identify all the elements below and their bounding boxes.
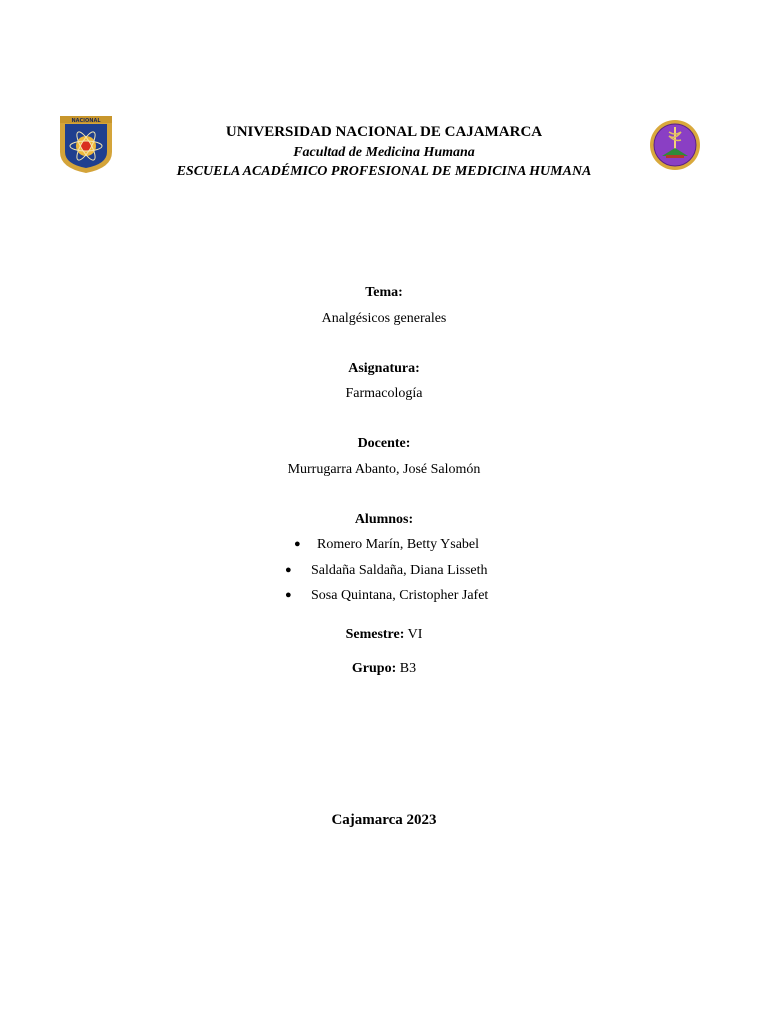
semestre-label: Semestre: [345, 627, 405, 642]
asignatura-value: Farmacología [345, 386, 423, 401]
faculty-name: Facultad de Medicina Humana [293, 145, 475, 160]
grupo-value: B3 [399, 661, 417, 676]
tema-label: Tema: [365, 285, 403, 300]
city-year: Cajamarca 2023 [331, 812, 437, 828]
student-name: Romero Marín, Betty Ysabel [317, 537, 480, 552]
student-name: Sosa Quintana, Cristopher Jafet [311, 588, 489, 603]
grupo-line [0, 661, 768, 677]
alumnos-label: Alumnos: [354, 512, 414, 527]
semestre-line [0, 627, 768, 643]
grupo-label: Grupo: [351, 661, 397, 676]
asignatura-label: Asignatura: [348, 361, 420, 376]
bullet-icon: ● [285, 589, 292, 601]
semestre-value: VI [407, 627, 423, 642]
logo-left-text: NACIONAL [71, 118, 101, 124]
bullet-icon: ● [294, 538, 301, 550]
docente-value: Murrugarra Abanto, José Salomón [287, 462, 481, 477]
student-name: Saldaña Saldaña, Diana Lisseth [311, 563, 488, 578]
bullet-icon: ● [285, 564, 292, 576]
docente-label: Docente: [357, 436, 411, 451]
school-name: ESCUELA ACADÉMICO PROFESIONAL DE MEDICINA HUMANA [176, 164, 592, 179]
tema-value: Analgésicos generales [321, 311, 447, 326]
university-name: UNIVERSIDAD NACIONAL DE CAJAMARCA [225, 124, 543, 140]
